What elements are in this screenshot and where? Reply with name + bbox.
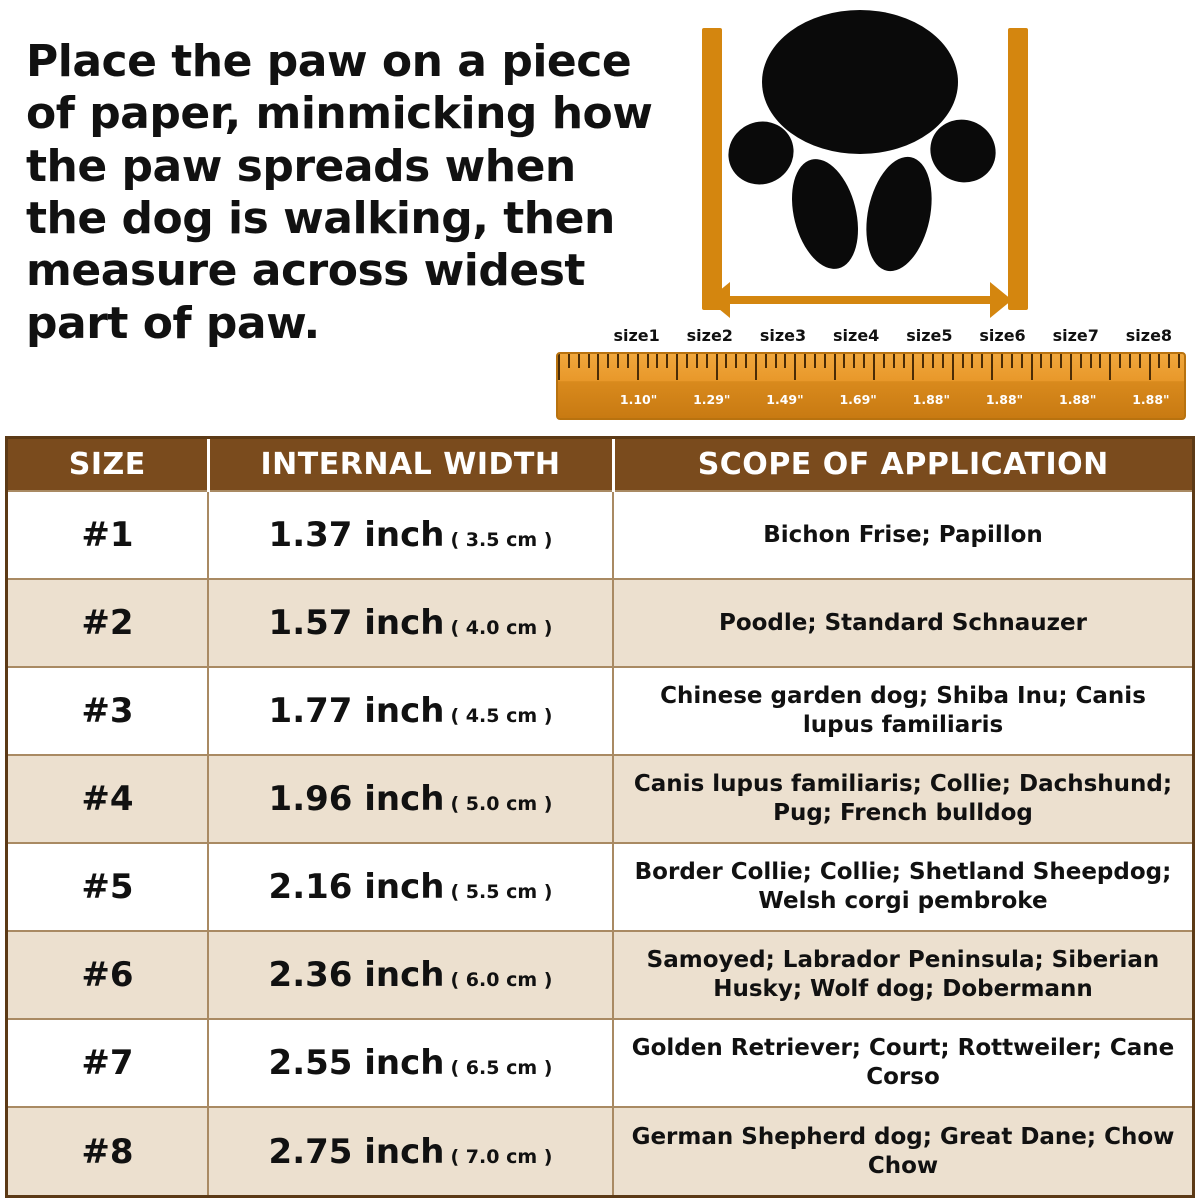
- table-row: [8, 755, 1192, 843]
- ruler-size-labels: [600, 326, 1186, 345]
- ruler-size-label-8: size8: [1125, 326, 1173, 345]
- cell-size: #8: [8, 1107, 208, 1195]
- ruler-tick: [1070, 354, 1072, 380]
- cell-internal-width: [208, 667, 613, 755]
- ruler-tick: [893, 354, 895, 368]
- ruler-tick: [578, 354, 580, 368]
- cell-size: #4: [8, 755, 208, 843]
- table-row: [8, 843, 1192, 931]
- ruler-ticks: [558, 354, 1186, 388]
- cell-internal-width: [208, 1019, 613, 1107]
- cell-size: #7: [8, 1019, 208, 1107]
- width-inch-value: 1.37 inch: [268, 515, 445, 555]
- width-arrow-line: [726, 296, 998, 304]
- ruler-tick: [863, 354, 865, 368]
- ruler-tick: [1139, 354, 1141, 368]
- ruler-tick: [666, 354, 668, 368]
- cell-scope-of-application: Samoyed; Labrador Peninsula; Siberian Husky; Wolf dog; Dobermann: [613, 931, 1192, 1019]
- ruler-size-label-5: size5: [906, 326, 953, 345]
- width-cm-value: ( 5.5 cm ): [450, 881, 553, 903]
- ruler-tick: [706, 354, 708, 368]
- ruler-tick: [607, 354, 609, 368]
- ruler-illustration: [556, 326, 1186, 422]
- cell-size: #3: [8, 667, 208, 755]
- ruler-tick: [824, 354, 826, 368]
- ruler-tick: [647, 354, 649, 368]
- width-cm-value: ( 6.5 cm ): [450, 1057, 553, 1079]
- ruler-size-label-6: size6: [979, 326, 1026, 345]
- ruler-tick: [676, 354, 678, 380]
- width-inch-value: 2.16 inch: [268, 867, 445, 907]
- table-row: [8, 491, 1192, 579]
- ruler-tick: [1021, 354, 1023, 368]
- width-inch-value: 2.55 inch: [268, 1043, 445, 1083]
- ruler-inch-label-3: 1.49": [766, 392, 804, 407]
- ruler-tick: [637, 354, 639, 380]
- ruler-inch-labels: [602, 392, 1186, 407]
- ruler-tick: [971, 354, 973, 368]
- ruler-tick: [1158, 354, 1160, 368]
- ruler-tick: [725, 354, 727, 368]
- header-scope-of-application: SCOPE OF APPLICATION: [613, 439, 1192, 491]
- ruler-tick: [1050, 354, 1052, 368]
- ruler-size-label-7: size7: [1052, 326, 1099, 345]
- ruler-tick: [1001, 354, 1003, 368]
- header-size: SIZE: [8, 439, 208, 491]
- ruler-tick: [775, 354, 777, 368]
- cell-internal-width: [208, 755, 613, 843]
- table-header-row: [8, 439, 1192, 491]
- width-cm-value: ( 5.0 cm ): [450, 793, 553, 815]
- ruler-tick: [617, 354, 619, 368]
- header-internal-width: INTERNAL WIDTH: [208, 439, 613, 491]
- width-inch-value: 2.36 inch: [268, 955, 445, 995]
- cell-size: #5: [8, 843, 208, 931]
- measuring-instructions: Place the paw on a piece of paper, minmicking how the paw spreads when the dog is walking, then measure across widest part of paw.: [26, 36, 653, 349]
- ruler-tick: [903, 354, 905, 368]
- cell-scope-of-application: German Shepherd dog; Great Dane; Chow Chow: [613, 1107, 1192, 1195]
- paw-toe-pad-2-icon: [781, 152, 868, 276]
- ruler-tick: [962, 354, 964, 368]
- cell-scope-of-application: Canis lupus familiaris; Collie; Dachshund; Pug; French bulldog: [613, 755, 1192, 843]
- ruler-tick: [784, 354, 786, 368]
- ruler-size-label-3: size3: [759, 326, 807, 345]
- width-cm-value: ( 3.5 cm ): [450, 529, 553, 551]
- ruler-tick: [588, 354, 590, 368]
- ruler-tick: [883, 354, 885, 368]
- cell-internal-width: [208, 491, 613, 579]
- ruler-tick: [656, 354, 658, 368]
- ruler-tick: [912, 354, 914, 380]
- ruler-tick: [942, 354, 944, 368]
- paw-main-pad-icon: [762, 10, 958, 154]
- size-chart-table: [5, 436, 1195, 1198]
- ruler-tick: [804, 354, 806, 368]
- cell-size: #6: [8, 931, 208, 1019]
- ruler-tick: [922, 354, 924, 368]
- cell-scope-of-application: Poodle; Standard Schnauzer: [613, 579, 1192, 667]
- ruler-tick: [853, 354, 855, 368]
- ruler-tick: [834, 354, 836, 380]
- ruler-tick: [1080, 354, 1082, 368]
- ruler-tick: [1040, 354, 1042, 368]
- ruler-tick: [686, 354, 688, 368]
- ruler-tick: [1109, 354, 1111, 380]
- ruler-inch-label-1: 1.10": [619, 392, 658, 407]
- ruler-tick: [1099, 354, 1101, 368]
- ruler-tick: [1168, 354, 1170, 368]
- ruler-tick: [843, 354, 845, 368]
- ruler-inch-label-2: 1.29": [693, 392, 731, 407]
- table-row: [8, 931, 1192, 1019]
- ruler-inch-label-5: 1.88": [912, 392, 951, 407]
- ruler-tick: [952, 354, 954, 380]
- width-cm-value: ( 4.0 cm ): [450, 617, 553, 639]
- width-cm-value: ( 7.0 cm ): [450, 1145, 553, 1168]
- width-arrow-right-icon: [990, 282, 1012, 318]
- cell-scope-of-application: Chinese garden dog; Shiba Inu; Canis lupus familiaris: [613, 667, 1192, 755]
- ruler-tick: [696, 354, 698, 368]
- width-inch-value: 1.96 inch: [268, 779, 445, 819]
- table-row: [8, 1107, 1192, 1195]
- ruler-size-label-2: size2: [686, 326, 733, 345]
- ruler-inch-label-8: 1.88": [1132, 392, 1170, 407]
- width-cm-value: ( 6.0 cm ): [450, 969, 553, 991]
- cell-internal-width: [208, 579, 613, 667]
- ruler-inch-label-6: 1.88": [985, 392, 1024, 407]
- top-section: [0, 0, 1200, 432]
- ruler-tick: [627, 354, 629, 368]
- ruler-tick: [1119, 354, 1121, 368]
- ruler-tick: [735, 354, 737, 368]
- ruler-tick: [991, 354, 993, 380]
- ruler-tick: [745, 354, 747, 368]
- table-row: [8, 579, 1192, 667]
- ruler-inch-label-7: 1.88": [1059, 392, 1097, 407]
- ruler-tick: [1149, 354, 1151, 380]
- width-inch-value: 1.77 inch: [268, 691, 445, 731]
- ruler-body: [556, 352, 1186, 420]
- cell-size: #2: [8, 579, 208, 667]
- ruler-size-label-4: size4: [833, 326, 880, 345]
- cell-scope-of-application: Golden Retriever; Court; Rottweiler; Cane Corso: [613, 1019, 1192, 1107]
- measure-post-right: [1008, 28, 1028, 310]
- ruler-tick: [932, 354, 934, 368]
- table-row: [8, 667, 1192, 755]
- cell-scope-of-application: Bichon Frise; Papillon: [613, 491, 1192, 579]
- ruler-tick: [1129, 354, 1131, 368]
- width-inch-value: 1.57 inch: [268, 603, 445, 643]
- measure-post-left: [702, 28, 722, 310]
- ruler-tick: [873, 354, 875, 380]
- width-inch-value: 2.75 inch: [268, 1131, 445, 1172]
- ruler-size-label-1: size1: [613, 326, 660, 345]
- ruler-tick: [1178, 354, 1180, 368]
- ruler-tick: [1060, 354, 1062, 368]
- ruler-tick: [716, 354, 718, 380]
- ruler-tick: [568, 354, 570, 368]
- width-cm-value: ( 4.5 cm ): [450, 705, 553, 727]
- cell-internal-width: [208, 1107, 613, 1195]
- cell-internal-width: [208, 931, 613, 1019]
- paw-toe-pad-3-icon: [857, 151, 942, 277]
- width-arrow-left-icon: [708, 282, 730, 318]
- ruler-tick: [1031, 354, 1033, 380]
- ruler-tick: [794, 354, 796, 380]
- ruler-tick: [558, 354, 560, 380]
- cell-size: #1: [8, 491, 208, 579]
- ruler-tick: [755, 354, 757, 380]
- cell-internal-width: [208, 843, 613, 931]
- ruler-inch-label-4: 1.69": [839, 392, 877, 407]
- ruler-tick: [1011, 354, 1013, 368]
- paw-illustration: [690, 4, 1050, 314]
- ruler-tick: [765, 354, 767, 368]
- ruler-tick: [597, 354, 599, 380]
- table-row: [8, 1019, 1192, 1107]
- ruler-tick: [981, 354, 983, 368]
- ruler-tick: [1090, 354, 1092, 368]
- ruler-tick: [814, 354, 816, 368]
- cell-scope-of-application: Border Collie; Collie; Shetland Sheepdog; Welsh corgi pembroke: [613, 843, 1192, 931]
